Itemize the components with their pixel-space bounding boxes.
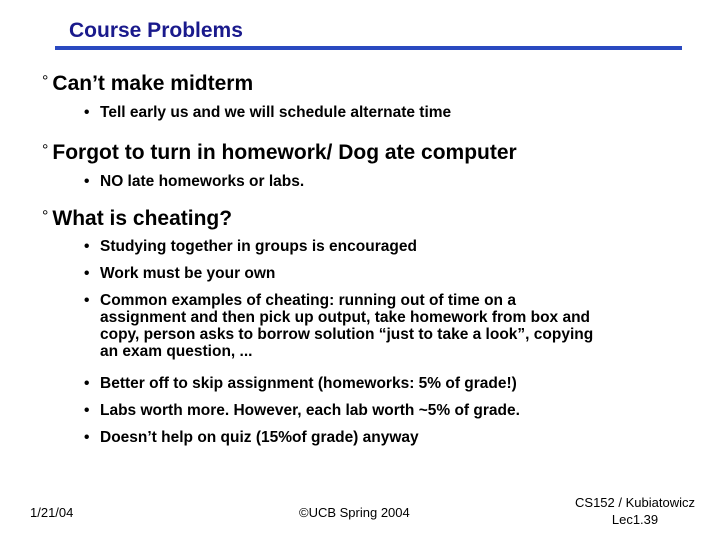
footer-copyright: ©UCB Spring 2004 [299, 505, 410, 520]
bullet-dot-icon: • [84, 429, 90, 446]
slide-title: Course Problems [69, 19, 243, 42]
bullet-item: • Doesn’t help on quiz (15%of grade) anyway [84, 429, 419, 446]
section-heading: ° What is cheating? [42, 207, 233, 230]
title-rule [55, 46, 682, 50]
bullet-item: • Work must be your own [84, 265, 276, 282]
bullet-degree-icon: ° [42, 208, 49, 225]
bullet-item: • Better off to skip assignment (homeworks: 5% of grade!) [84, 375, 517, 392]
footer-course: CS152 / Kubiatowicz [575, 495, 695, 510]
bullet-dot-icon: • [84, 104, 90, 121]
bullet-item: • Tell early us and we will schedule alternate time [84, 104, 452, 121]
bullet-dot-icon: • [84, 375, 90, 392]
bullet-dot-icon: • [84, 265, 90, 282]
footer-date: 1/21/04 [30, 505, 74, 520]
bullet-degree-icon: ° [42, 142, 49, 159]
bullet-item: • Labs worth more. However, each lab worth ~5% of grade. [84, 402, 520, 419]
bullet-item: • Common examples of cheating: running out of time on a assignment and then pick up output, take homework from box and copy, person asks to borrow solution “just to take a look”, copying an exam question, ... [84, 292, 594, 360]
bullet-dot-icon: • [84, 173, 90, 190]
bullet-item: • NO late homeworks or labs. [84, 173, 305, 190]
bullet-dot-icon: • [84, 292, 90, 309]
bullet-dot-icon: • [84, 238, 90, 255]
section-heading: ° Forgot to turn in homework/ Dog ate computer [42, 141, 517, 164]
bullet-item: • Studying together in groups is encouraged [84, 238, 417, 255]
bullet-degree-icon: ° [42, 73, 49, 90]
footer-lecture: Lec1.39 [611, 512, 659, 527]
bullet-dot-icon: • [84, 402, 90, 419]
footer-course-info [560, 494, 710, 528]
section-heading: ° Can’t make midterm [42, 72, 254, 95]
